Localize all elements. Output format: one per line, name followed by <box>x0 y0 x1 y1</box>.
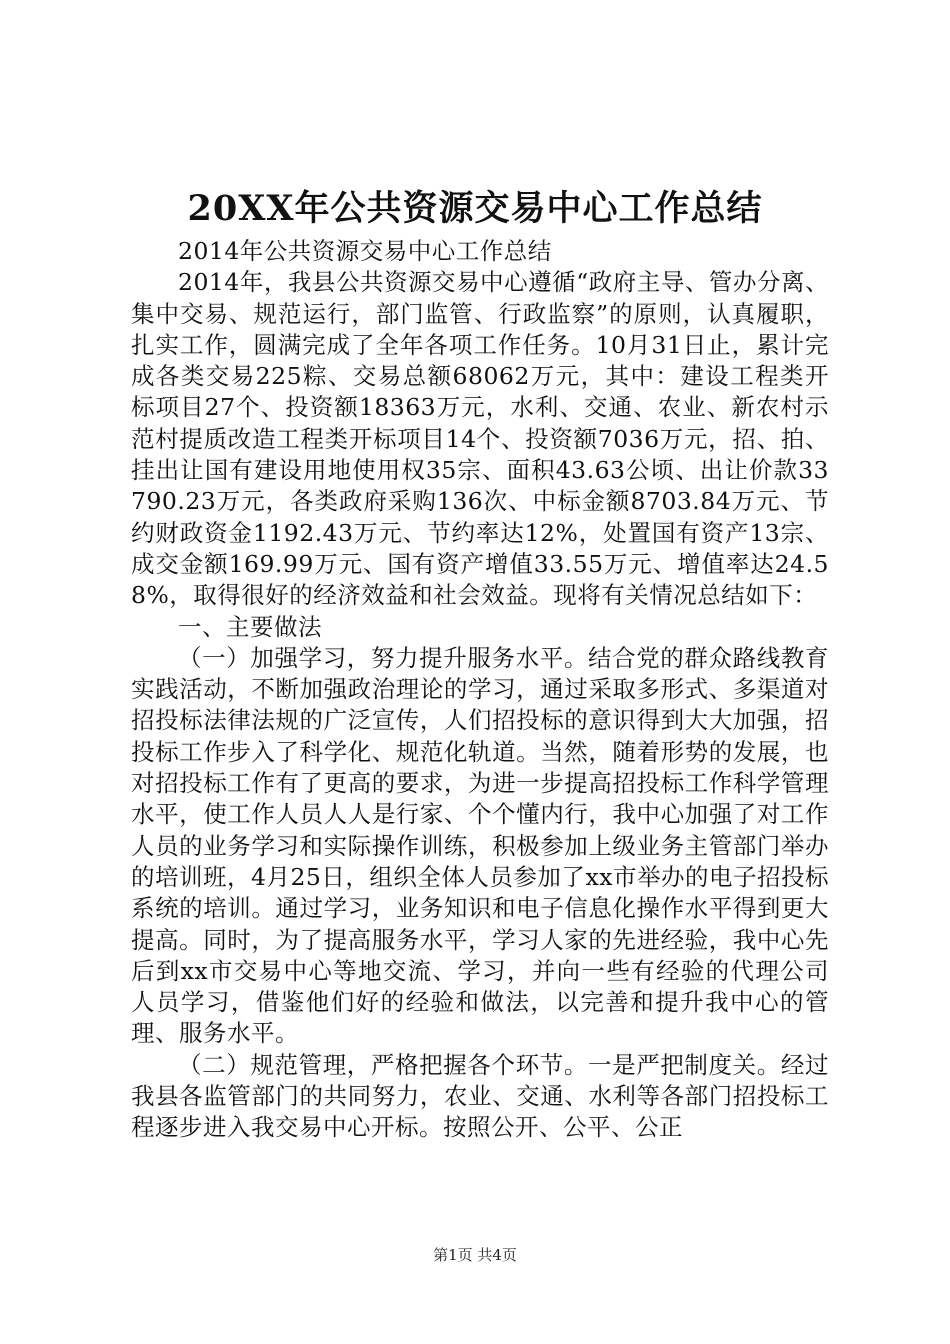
section-heading: 一、主要做法 <box>178 612 322 641</box>
paragraph-summary: 2014年，我县公共资源交易中心遵循“政府主导、管办分离、集中交易、规范运行，部门监管、行政监察”的原则，认真履职，扎实工作，圆满完成了全年各项工作任务。10月31日止，累计完成各类交易225粽、交易总额68062万元，其中：建设工程类开标项目27个、投资额18363万元，水利、交通、农业、新农村示范村提质改造工程类开标项目14个、投资额7036万元，招、拍、挂出让国有建设用地使用权35宗、面积43.63公顷、出让价款33790.23万元，各类政府采购136次、中标金额8703.84万元、节约财政资金1192.43万元、节约率达12%，处置国有资产13宗、成交金额169.99万元、国有资产增值33.55万元、增值率达24.58%，取得很好的经济效益和社会效益。现将有关情况总结如下： <box>131 268 829 610</box>
document-title: 20XX年公共资源交易中心工作总结 <box>187 188 763 229</box>
paragraph-management: （二）规范管理，严格把握各个环节。一是严把制度关。经过我县各监管部门的共同努力，农业、交通、水利等各部门招投标工程逐步进入我交易中心开标。按照公开、公平、公正 <box>131 1050 829 1142</box>
document-body <box>131 236 829 1144</box>
paragraph-study: （一）加强学习，努力提升服务水平。结合党的群众路线教育实践活动，不断加强政治理论的学习，通过采取多形式、多渠道对招投标法律法规的广泛宣传，人们招投标的意识得到大大加强，招投标工作步入了科学化、规范化轨道。当然，随着形势的发展，也对招投标工作有了更高的要求，为进一步提高招投标工作科学管理水平，使工作人员人人是行家、个个懂内行，我中心加强了对工作人员的业务学习和实际操作训练，积极参加上级业务主管部门举办的培训班，4月25日，组织全体人员参加了xx市举办的电子招投标系统的培训。通过学习，业务知识和电子信息化操作水平得到更大提高。同时，为了提高服务水平，学习人家的先进经验，我中心先后到xx市交易中心等地交流、学习，并向一些有经验的代理公司人员学习，借鉴他们好的经验和做法，以完善和提升我中心的管理、服务水平。 <box>131 643 829 1048</box>
page-number: 第1页 共4页 <box>433 1246 517 1264</box>
paragraph-subtitle: 2014年公共资源交易中心工作总结 <box>178 237 552 265</box>
